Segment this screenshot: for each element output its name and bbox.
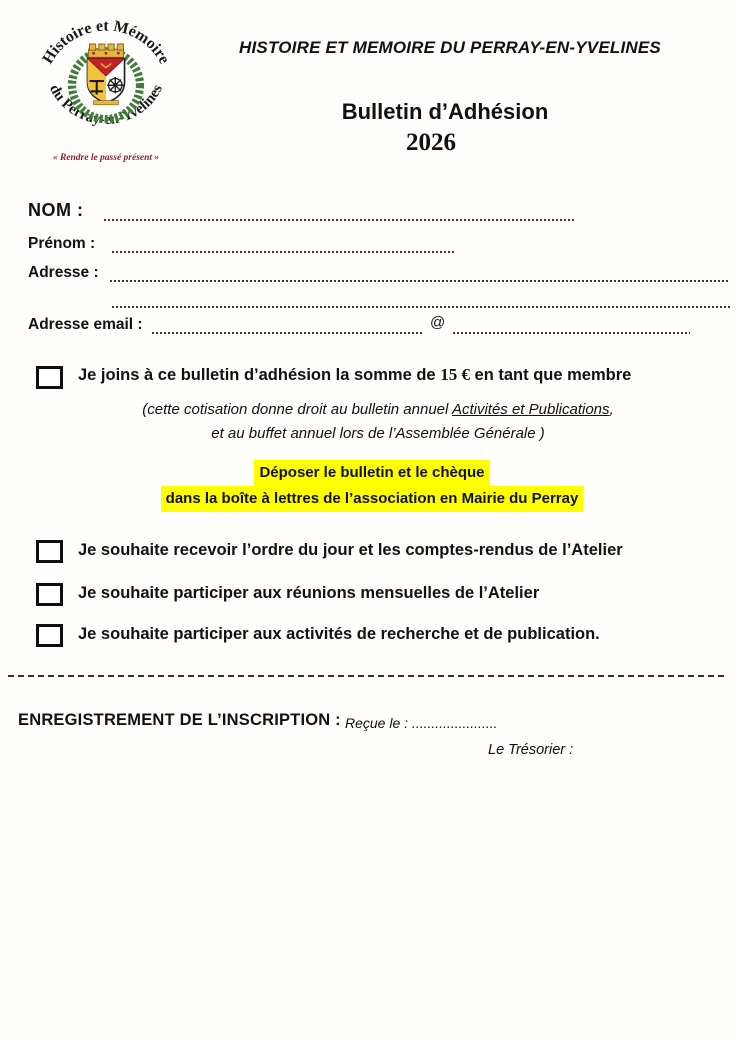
- deposit-notice-line1: Déposer le bulletin et le chèque: [254, 460, 489, 486]
- membership-fee-label-prefix: Je joins à ce bulletin d’adhésion la somme de: [78, 366, 441, 384]
- logo-arc-top-text: Histoire et Mémoire: [39, 17, 173, 67]
- membership-note-line1: [20, 401, 736, 418]
- adresse-input-line-2[interactable]: [112, 306, 730, 308]
- email-label: Adresse email :: [28, 316, 143, 333]
- membership-fee-label-suffix: en tant que membre: [469, 366, 632, 384]
- email-local-input-line[interactable]: [152, 332, 424, 334]
- registration-received-line[interactable]: Reçue le : ......................: [345, 715, 498, 731]
- adresse-label: Adresse :: [28, 264, 99, 281]
- prenom-input-line[interactable]: [112, 251, 454, 253]
- membership-fee-amount: 15 €: [440, 365, 470, 384]
- email-domain-input-line[interactable]: [453, 332, 690, 334]
- adresse-input-line-1[interactable]: [110, 280, 730, 282]
- nom-input-line[interactable]: [104, 219, 574, 221]
- membership-fee-checkbox[interactable]: [36, 366, 63, 389]
- logo-arc-bottom-text: du Perray-en-Yvelines: [46, 81, 166, 129]
- coat-of-arms-shield: [87, 58, 124, 104]
- association-name-title: HISTOIRE ET MEMOIRE DU PERRAY-EN-YVELINES: [239, 38, 661, 57]
- note-line1-post: ,: [609, 401, 614, 418]
- deposit-notice-line2: dans la boîte à lettres de l’association en Mairie du Perray: [161, 486, 584, 512]
- option-meetings-checkbox[interactable]: [36, 583, 63, 606]
- option-agenda-label: Je souhaite recevoir l’ordre du jour et les comptes-rendus de l’Atelier: [78, 541, 623, 559]
- email-at-symbol: @: [430, 314, 446, 331]
- membership-note-line2: et au buffet annuel lors de l’Assemblée Générale ): [211, 425, 545, 442]
- form-title: Bulletin d’Adhésion: [341, 99, 549, 124]
- option-agenda-checkbox[interactable]: [36, 540, 63, 563]
- association-logo: [28, 10, 184, 162]
- treasurer-signature-label: Le Trésorier :: [488, 742, 574, 758]
- note-line1-underlined: Activités et Publications: [451, 401, 610, 418]
- note-line1-pre: (cette cotisation donne droit au bulletin annuel: [142, 401, 452, 418]
- cut-separator-line: [8, 675, 728, 677]
- nom-label: NOM :: [28, 200, 84, 220]
- option-meetings-label: Je souhaite participer aux réunions mensuelles de l’Atelier: [78, 584, 540, 602]
- crown: [88, 44, 123, 57]
- logo-motto: « Rendre le passé présent »: [52, 153, 160, 163]
- association-seal-icon: [28, 10, 184, 148]
- deposit-notice: [20, 460, 724, 512]
- option-research-label: Je souhaite participer aux activités de recherche et de publication.: [78, 625, 600, 643]
- membership-fee-label: [78, 365, 631, 385]
- option-research-checkbox[interactable]: [36, 624, 63, 647]
- registration-label: ENREGISTREMENT DE L’INSCRIPTION :: [18, 711, 341, 729]
- prenom-label: Prénom :: [28, 235, 96, 252]
- form-year: 2026: [406, 129, 456, 156]
